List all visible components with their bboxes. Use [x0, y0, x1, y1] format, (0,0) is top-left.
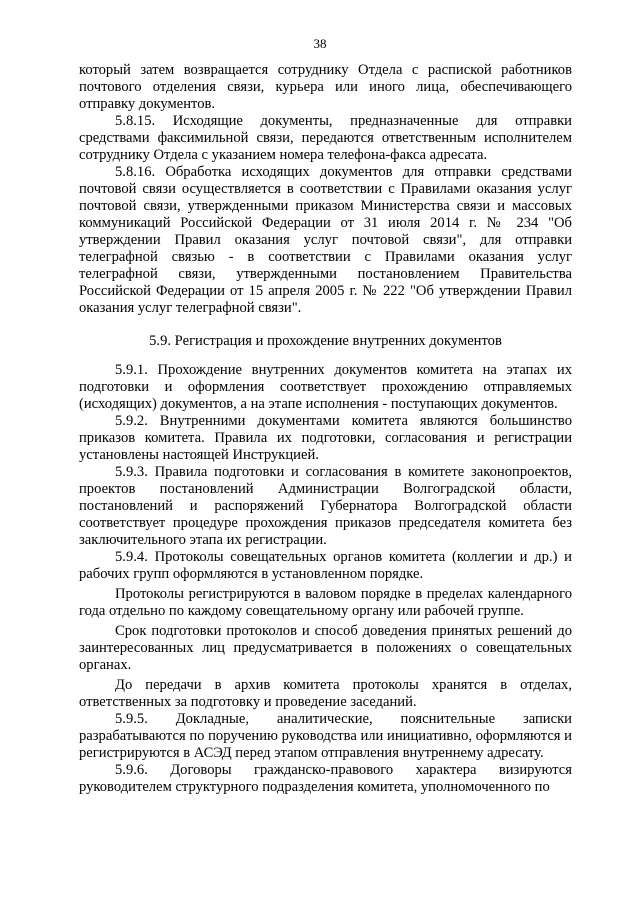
paragraph-5-9-1: 5.9.1. Прохождение внутренних документов комитета на этапах их подготовки и оформления соответствует прохождению отправляемых (исходящих) документов, а на этапе исполнения - поступающих документов. — [79, 362, 572, 412]
paragraph-5-9-2: 5.9.2. Внутренними документами комитета являются большинство приказов комитета. Правила их подготовки, согласования и регистрации установлены настоящей Инструкцией. — [79, 413, 572, 463]
paragraph-5-8-15: 5.8.15. Исходящие документы, предназначенные для отправки средствами факсимильной связи, передаются ответственным исполнителем сотруднику Отдела с указанием номера телефона-факса адресата. — [79, 113, 572, 163]
paragraph-protocols-term: Срок подготовки протоколов и способ доведения принятых решений до заинтересованных лиц предусматривается в положениях о совещательных органах. — [79, 623, 572, 673]
paragraph-5-9-4: 5.9.4. Протоколы совещательных органов комитета (коллегии и др.) и рабочих групп оформляются в установленном порядке. — [79, 549, 572, 582]
paragraph-5-9-5: 5.9.5. Докладные, аналитические, пояснительные записки разрабатываются по поручению руководства или инициативно, оформляются и регистрируются в АСЭД перед этапом отправления внутреннему адресату. — [79, 711, 572, 761]
document-body — [79, 62, 572, 796]
paragraph-5-9-6: 5.9.6. Договоры гражданско-правового характера визируются руководителем структурного подразделения комитета, уполномоченного по — [79, 762, 572, 795]
page-number: 38 — [313, 36, 327, 51]
paragraph-5-9-3: 5.9.3. Правила подготовки и согласования в комитете законопроектов, проектов постановлений Администрации Волгоградской области, постановлений и распоряжений Губернатора Волгоградской области соответствует процедуре прохождения приказов председателя комитета без заключительного этапа их регистрации. — [79, 464, 572, 548]
continued-paragraph: который затем возвращается сотруднику Отдела с распиской работников почтового отделения связи, курьера или иного лица, обеспечивающего отправку документов. — [79, 62, 572, 112]
paragraph-protocols-archive: До передачи в архив комитета протоколы хранятся в отделах, ответственных за подготовку и проведение заседаний. — [79, 677, 572, 710]
section-heading-5-9: 5.9. Регистрация и прохождение внутренних документов — [149, 333, 502, 349]
paragraph-protocols-registration: Протоколы регистрируются в валовом порядке в пределах календарного года отдельно по каждому совещательному органу или рабочей группе. — [79, 586, 572, 619]
paragraph-5-8-16: 5.8.16. Обработка исходящих документов для отправки средствами почтовой связи осуществляется в соответствии с Правилами оказания услуг почтовой связи, утвержденными приказом Министерства связи и массовых коммуникаций Российской Федерации от 31 июля 2014 г. № 234 "Об утверждении Правил оказания услуг почтовой связи", для отправки телеграфной связью - в соответствии с Правилами оказания услуг телеграфной связи, утвержденными постановлением Правительства Российской Федерации от 15 апреля 2005 г. № 222 "Об утверждении Правил оказания услуг телеграфной связи". — [79, 164, 572, 316]
